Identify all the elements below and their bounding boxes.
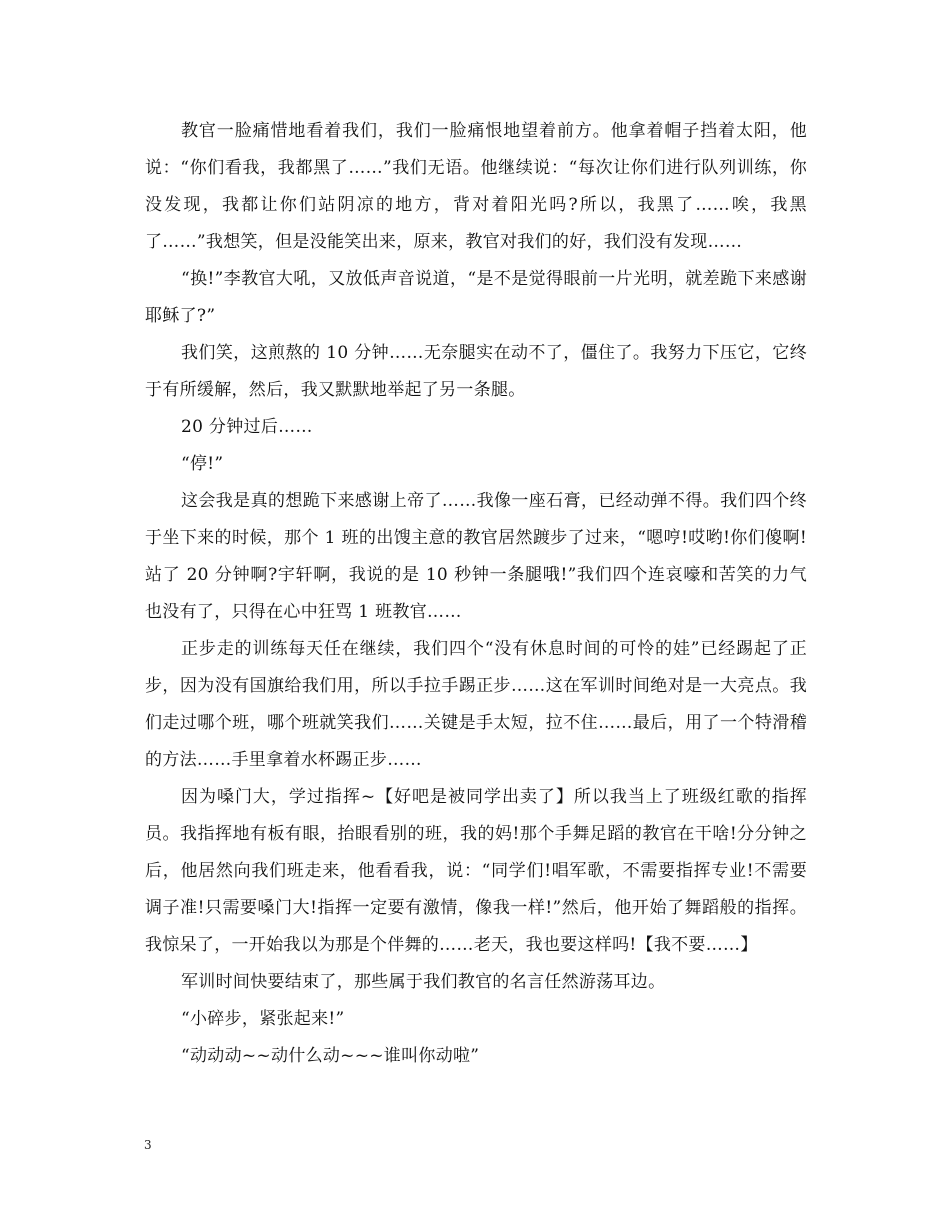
paragraph-7: 正步走的训练每天任在继续，我们四个“没有休息时间的可怜的娃”已经踢起了正步，因为没有国旗给我们用，所以手拉手踢正步……这在军训时间绝对是一大亮点。我们走过哪个班，哪个班就笑我们……关键是手太短，拉不住……最后，用了一个特滑稽的方法……手里拿着水杯踢正步……: [145, 639, 807, 770]
paragraph-3: 我们笑，这煎熬的 10 分钟……无奈腿实在动不了，僵住了。我努力下压它，它终于有所缓解，然后，我又默默地举起了另一条腿。: [145, 343, 807, 400]
page-number: 3: [144, 1138, 152, 1152]
paragraph-4: 20 分钟过后……: [181, 417, 313, 437]
paragraph-9: 军训时间快要结束了，那些属于我们教官的名言任然游荡耳边。: [181, 972, 666, 992]
paragraph-10: “小碎步，紧张起来!”: [181, 1009, 345, 1029]
paragraph-8: 因为嗓门大，学过指挥~【好吧是被同学出卖了】所以我当上了班级红歌的指挥员。我指挥地有板有眼，抬眼看别的班，我的妈!那个手舞足蹈的教官在干啥!分分钟之后，他居然向我们班走来，他看看我，说：“同学们!唱军歌，不需要指挥专业!不需要调子准!只需要嗓门大!指挥一定要有激情，像我一样!”然后，他开始了舞蹈般的指挥。我惊呆了，一开始我以为那是个伴舞的……老天，我也要这样吗!【我不要……】: [145, 787, 807, 955]
paragraph-1: 教官一脸痛惜地看着我们，我们一脸痛恨地望着前方。他拿着帽子挡着太阳，他说：“你们看我，我都黑了……”我们无语。他继续说：“每次让你们进行队列训练，你没发现，我都让你们站阴凉的地方，背对着阳光吗?所以，我黑了……唉，我黑了……”我想笑，但是没能笑出来，原来，教官对我们的好，我们没有发现……: [145, 121, 807, 252]
paragraph-2: “换!”李教官大吼，又放低声音说道，“是不是觉得眼前一片光明，就差跪下来感谢耶稣了?”: [145, 269, 807, 326]
paragraph-6: 这会我是真的想跪下来感谢上帝了……我像一座石膏，已经动弹不得。我们四个终于坐下来的时候，那个 1 班的出馊主意的教官居然踱步了过来，“嗯哼!哎哟!你们傻啊!站了 20 分钟啊?宇轩啊，我说的是 10 秒钟一条腿哦!”我们四个连哀嚎和苦笑的力气也没有了，只得在心中狂骂 1 班教官……: [145, 491, 807, 622]
body-text: [145, 113, 807, 1075]
paragraph-11: “动动动~~动什么动~~~谁叫你动啦”: [181, 1046, 480, 1066]
paragraph-5: “停!”: [181, 454, 224, 474]
